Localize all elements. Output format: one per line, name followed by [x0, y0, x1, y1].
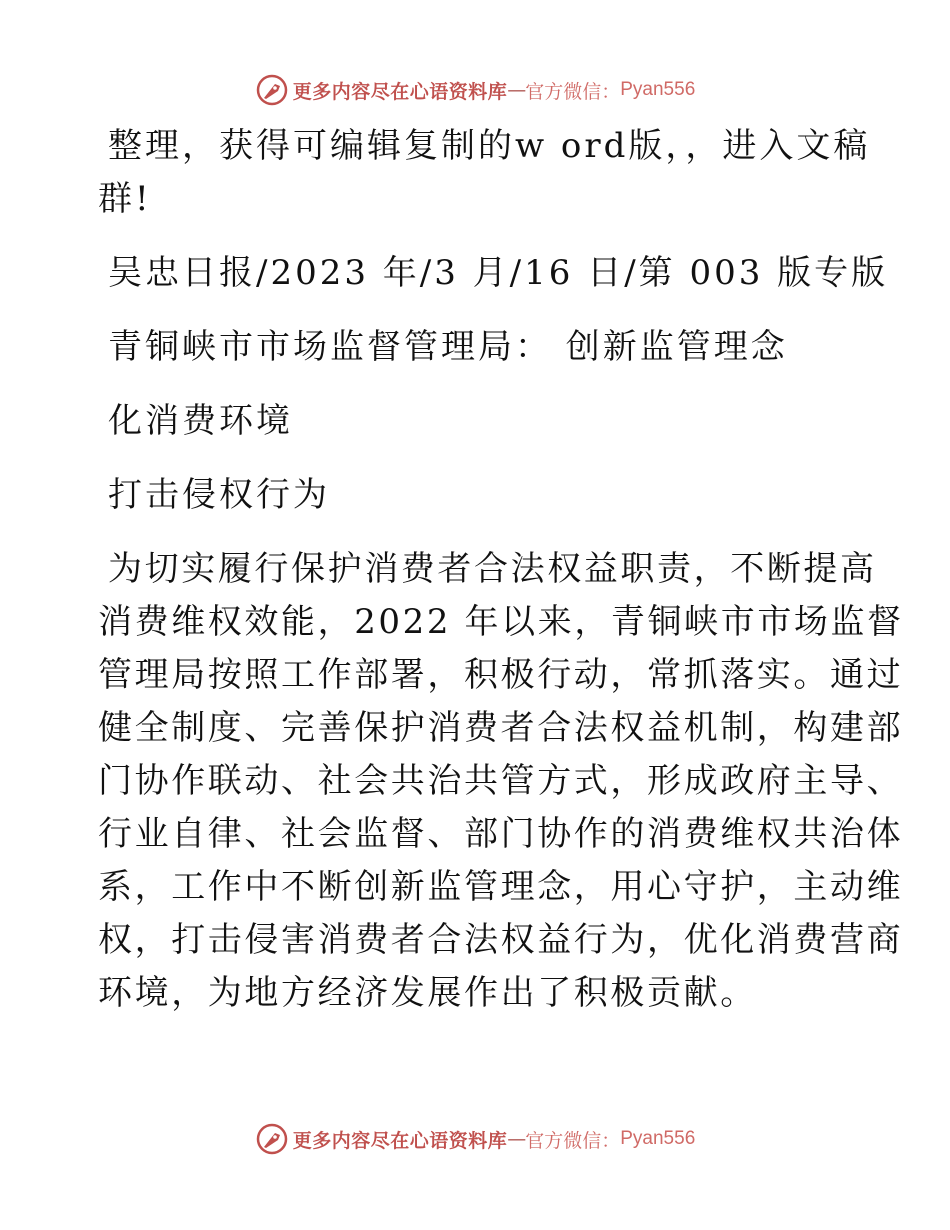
body-line: 管理局按照工作部署，积极行动，常抓落实。通过 [98, 655, 904, 695]
header-watermark [0, 70, 950, 110]
watermark-wechat-label: 官方微信： [525, 80, 621, 103]
watermark-dash: — [507, 1128, 526, 1150]
headline-line-2: 化消费环境 [108, 401, 293, 441]
watermark-brand: 更多内容尽在心语资料库 [292, 1129, 508, 1152]
watermark-brand: 更多内容尽在心语资料库 [292, 80, 508, 103]
body-line: 消费维权效能，2022 年以来，青铜峡市市场监督 [98, 602, 904, 642]
pen-nib-icon [255, 73, 289, 107]
body-line: 门协作联动、社会共治共管方式，形成政府主导、 [98, 761, 904, 801]
document-body [98, 120, 904, 1020]
body-line: 行业自律、社会监督、部门协作的消费维权共治体 [98, 814, 904, 854]
body-line: 环境，为地方经济发展作出了积极贡献。 [98, 973, 757, 1013]
body-line: 健全制度、完善保护消费者合法权益机制，构建部 [98, 708, 904, 748]
footer-watermark [0, 1119, 950, 1159]
headline-line-1: 青铜峡市市场监督管理局： 创新监管理念 [108, 327, 788, 367]
body-line: 权，打击侵害消费者合法权益行为，优化消费营商 [98, 920, 904, 960]
watermark-wechat-id: Pyan556 [620, 79, 696, 100]
headline-line-3: 打击侵权行为 [108, 475, 330, 515]
body-line: 为切实履行保护消费者合法权益职责，不断提高 [108, 549, 877, 589]
watermark-wechat-id: Pyan556 [620, 1128, 696, 1149]
body-line: 系，工作中不断创新监管理念，用心守护，主动维 [98, 867, 904, 907]
body-paragraph [98, 543, 904, 1020]
watermark-wechat-label: 官方微信： [525, 1129, 621, 1152]
watermark-dash: — [507, 79, 526, 101]
intro-line-2: 群! [98, 179, 152, 219]
source-line: 吴忠日报/2023 年/3 月/16 日/第 003 版专版 [108, 253, 889, 293]
intro-line-1: 整理，获得可编辑复制的w ord版，，进入文稿 [108, 126, 871, 166]
pen-nib-icon [255, 1122, 289, 1156]
